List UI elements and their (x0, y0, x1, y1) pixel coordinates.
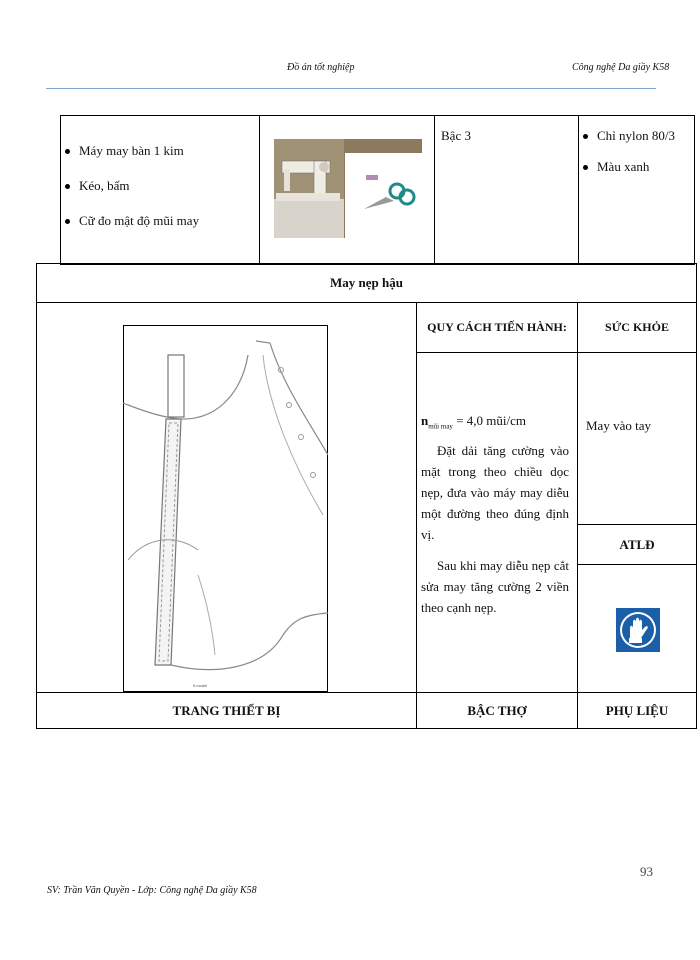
safety-header: ATLĐ (578, 525, 697, 565)
header-title-left: Đồ án tốt nghiệp (287, 62, 355, 73)
procedure-header: QUY CÁCH TIẾN HÀNH: (417, 303, 578, 353)
procedure-step-2: Sau khi may diễu nẹp cắt sửa may tăng cường 2 viền theo cạnh nẹp. (421, 557, 569, 615)
back-strip-pattern-drawing (123, 325, 328, 692)
health-header: SỨC KHỎE (578, 303, 697, 353)
level-text: Bậc 3 (441, 128, 471, 143)
svg-text:fi-model: fi-model (193, 683, 208, 688)
material-item: Màu xanh (579, 159, 694, 175)
operation-title: May nẹp hậu (37, 264, 697, 303)
equipment-photo-cell (260, 116, 435, 265)
materials-column-header: PHỤ LIỆU (578, 693, 697, 729)
procedure-step-1: Đặt dải tăng cường vào mặt trong theo chiều dọc nẹp, đưa vào máy may diễu một đường theo đúng định vị. (421, 442, 569, 542)
pattern-drawing-cell (37, 303, 417, 693)
level-column-header: BẬC THỢ (417, 693, 578, 729)
procedure-cell (417, 353, 578, 693)
level-cell (435, 116, 579, 265)
equipment-item: Kéo, bấm (61, 178, 259, 194)
materials-cell (579, 116, 695, 265)
stitch-density (421, 410, 569, 438)
page-number: 93 (640, 864, 653, 879)
stitch-n: n (421, 413, 429, 428)
health-text: May vào tay (586, 418, 651, 433)
glove-safety-icon (616, 608, 660, 652)
equipment-cell (61, 116, 260, 265)
stitch-sub: mũi may (428, 422, 453, 431)
equipment-column-header: TRANG THIẾT BỊ (37, 693, 417, 729)
operation-table (36, 263, 697, 729)
health-cell (578, 353, 697, 525)
top-equipment-table (60, 115, 695, 265)
equipment-item: Máy may bàn 1 kim (61, 143, 259, 159)
footer-student-info: SV: Trần Văn Quyền - Lớp: Công nghệ Da giầy K58 (47, 885, 257, 896)
safety-cell (578, 565, 697, 693)
equipment-item: Cữ đo mật độ mũi may (61, 213, 259, 229)
header-rule (46, 88, 656, 89)
sewing-machine-photo (274, 139, 422, 238)
header-title-right: Công nghệ Da giầy K58 (572, 62, 670, 73)
material-item: Chỉ nylon 80/3 (579, 128, 694, 144)
stitch-value: = 4,0 mũi/cm (452, 413, 526, 428)
